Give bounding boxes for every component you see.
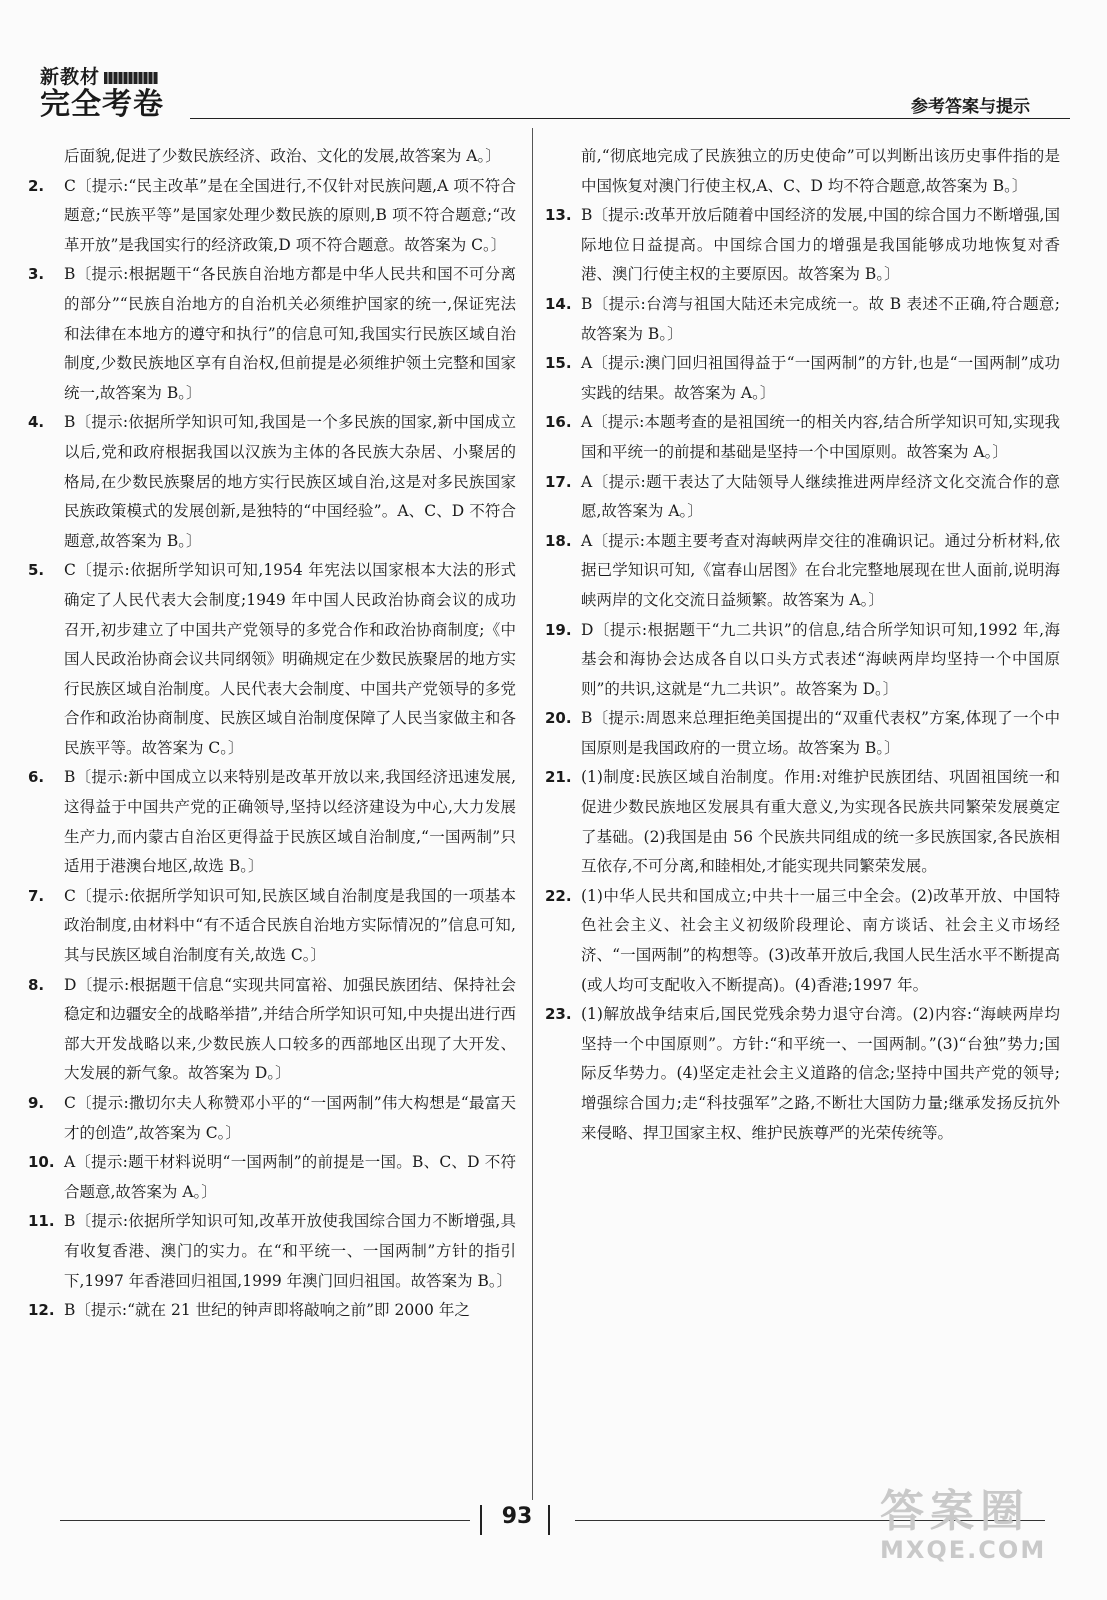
answer-entry — [545, 408, 1060, 467]
answer-text: D〔提示:根据题干“九二共识”的信息,结合所学知识可知,1992 年,海基会和海协会达成各自以口头方式表述“海峡两岸均坚持一个中国原则”的共识,这就是“九二共识”。故答案为 D。〕 — [581, 620, 1060, 698]
answer-number: 19. — [545, 620, 572, 639]
answer-entry — [28, 971, 516, 1089]
answer-number: 21. — [545, 768, 572, 787]
footer-bar-right — [548, 1505, 550, 1535]
answer-number: 16. — [545, 413, 572, 432]
watermark-text: 答案圈 — [880, 1486, 1030, 1537]
logo-main-text: 完全考卷 — [40, 87, 164, 122]
answer-entry — [28, 1148, 516, 1207]
left-column — [28, 142, 516, 1326]
answer-entry — [28, 1207, 516, 1296]
header-rule — [190, 118, 1070, 119]
answer-number: 9. — [28, 1094, 45, 1112]
answer-text: A〔提示:本题考查的是祖国统一的相关内容,结合所学知识可知,实现我国和平统一的前提和基础是坚持一个中国原则。故答案为 A。〕 — [581, 413, 1060, 461]
answer-entry — [28, 1296, 516, 1326]
answer-number: 3. — [28, 265, 45, 284]
answer-entry — [28, 556, 516, 763]
answer-text: B〔提示:改革开放后随着中国经济的发展,中国的综合国力不断增强,国际地位日益提高。中国综合国力的增强是我国能够成功地恢复对香港、澳门行使主权的主要原因。故答案为 B。〕 — [581, 206, 1060, 284]
answer-text: D〔提示:根据题干信息“实现共同富裕、加强民族团结、保持社会稳定和边疆安全的战略举措”,并结合所学知识可知,中央提出进行西部大开发战略以来,少数民族人口较多的西部地区出现了大开发、大发展的新气象。故答案为 D。〕 — [64, 975, 516, 1083]
answer-number: 13. — [545, 206, 572, 225]
watermark-url: MXQE.COM — [880, 1536, 1047, 1564]
answer-number: 6. — [28, 768, 45, 787]
answer-entry — [545, 201, 1060, 290]
answer-entry — [545, 882, 1060, 1000]
answer-number: 14. — [545, 294, 572, 313]
right-column — [545, 142, 1060, 1148]
answer-number: 22. — [545, 886, 572, 905]
logo-stripe-graphic — [104, 72, 158, 84]
answer-entry — [28, 882, 516, 971]
answer-text: C〔提示:“民主改革”是在全国进行,不仅针对民族问题,A 项不符合题意;“民族平等”是国家处理少数民族的原则,B 项不符合题意;“改革开放”是我国实行的经济政策,D 项不符合题意。故答案为 C。〕 — [64, 176, 516, 254]
answer-number: 8. — [28, 975, 45, 994]
answer-text: (1)解放战争结束后,国民党残余势力退守台湾。(2)内容:“海峡两岸均坚持一个中国原则”。方针:“和平统一、一国两制。”(3)“台独”势力;国际反华势力。(4)坚定走社会主义道路的信念;坚持中国共产党的领导;增强综合国力;走“科技强军”之路,不断壮大国防力量;继承发扬反抗外来侵略、捍卫国家主权、维护民族尊严的光荣传统等。 — [581, 1005, 1060, 1142]
section-title: 参考答案与提示 — [911, 97, 1030, 117]
logo-top-text: 新教材 — [40, 66, 101, 88]
answer-text: A〔提示:本题主要考查对海峡两岸交往的准确识记。通过分析材料,依据已学知识可知,《富春山居图》在台北完整地展现在世人面前,说明海峡两岸的文化交流日益频繁。故答案为 A。〕 — [581, 531, 1060, 609]
answer-text: (1)中华人民共和国成立;中共十一届三中全会。(2)改革开放、中国特色社会主义、社会主义初级阶段理论、南方谈话、社会主义市场经济、“一国两制”的构想等。(3)改革开放后,我国人民生活水平不断提高(或人均可支配收入不断提高)。(4)香港;1997 年。 — [581, 886, 1060, 994]
footer-rule-left — [60, 1520, 470, 1521]
answer-text: C〔提示:依据所学知识可知,民族区域自治制度是我国的一项基本政治制度,由材料中“有不适合民族自治地方实际情况的”信息可知,其与民族区域自治制度有关,故选 C。〕 — [64, 886, 516, 965]
answer-entry — [545, 763, 1060, 881]
answer-entry — [28, 172, 516, 261]
answer-entry — [545, 616, 1060, 705]
answer-entry — [545, 1000, 1060, 1148]
answer-number: 20. — [545, 709, 572, 728]
answer-number: 11. — [28, 1212, 55, 1231]
answer-text: B〔提示:台湾与祖国大陆还未完成统一。故 B 表述不正确,符合题意;故答案为 B。〕 — [581, 294, 1060, 343]
answer-number: 4. — [28, 413, 45, 432]
column-divider — [532, 128, 533, 1500]
answer-entry — [545, 468, 1060, 527]
answer-text: A〔提示:题干材料说明“一国两制”的前提是一国。B、C、D 不符合题意,故答案为 A。〕 — [64, 1153, 516, 1201]
answer-number: 5. — [28, 561, 45, 580]
answer-entry — [545, 527, 1060, 616]
answer-text: B〔提示:依据所学知识可知,我国是一个多民族的国家,新中国成立以后,党和政府根据我国以汉族为主体的各民族大杂居、小聚居的格局,在少数民族聚居的地方实行民族区域自治,这是对多民族国家民族政策模式的发展创新,是独特的“中国经验”。A、C、D 不符合题意,故答案为 B。〕 — [64, 413, 516, 550]
answer-text: C〔提示:撒切尔夫人称赞邓小平的“一国两制”伟大构想是“最富天才的创造”,故答案为 C。〕 — [64, 1094, 516, 1142]
answer-entry — [28, 142, 516, 172]
answer-text: 前,“彻底地完成了民族独立的历史使命”可以判断出该历史事件指的是中国恢复对澳门行使主权,A、C、D 均不符合题意,故答案为 B。〕 — [581, 147, 1060, 195]
answer-number: 2. — [28, 176, 45, 195]
answer-number: 10. — [28, 1153, 55, 1172]
answer-number: 17. — [545, 472, 572, 491]
answer-number: 7. — [28, 886, 45, 905]
book-logo — [40, 62, 164, 121]
page-number: 93 — [501, 1504, 533, 1529]
answer-text: A〔提示:题干表达了大陆领导人继续推进两岸经济文化交流合作的意愿,故答案为 A。〕 — [581, 472, 1060, 521]
answer-entry — [28, 763, 516, 881]
answer-entry — [545, 142, 1060, 201]
footer-bar-left — [480, 1505, 482, 1535]
answer-number: 12. — [28, 1301, 55, 1320]
answer-number: 18. — [545, 531, 572, 550]
answer-entry — [28, 408, 516, 556]
answer-number: 23. — [545, 1005, 572, 1024]
answer-text: (1)制度:民族区域自治制度。作用:对维护民族团结、巩固祖国统一和促进少数民族地区发展具有重大意义,为实现各民族共同繁荣发展奠定了基础。(2)我国是由 56 个民族共同组成的统一多民族国家,各民族相互依存,不可分离,和睦相处,才能实现共同繁荣发展。 — [581, 768, 1060, 876]
answer-entry — [545, 290, 1060, 349]
watermark — [880, 1488, 1046, 1564]
answer-text: B〔提示:“就在 21 世纪的钟声即将敲响之前”即 2000 年之 — [64, 1301, 470, 1320]
answer-text: B〔提示:根据题干“各民族自治地方都是中华人民共和国不可分离的部分”“民族自治地方的自治机关必须维护国家的统一,保证宪法和法律在本地方的遵守和执行”的信息可知,我国实行民族区域自治制度,少数民族地区享有自治权,但前提是必须维护领土完整和国家统一,故答案为 B。〕 — [64, 265, 516, 402]
answer-text: B〔提示:依据所学知识可知,改革开放使我国综合国力不断增强,具有收复香港、澳门的实力。在“和平统一、一国两制”方针的指引下,1997 年香港回归祖国,1999 年澳门回归祖国。故答案为 B。〕 — [64, 1212, 516, 1290]
answer-entry — [545, 704, 1060, 763]
answer-text: B〔提示:周恩来总理拒绝美国提出的“双重代表权”方案,体现了一个中国原则是我国政府的一贯立场。故答案为 B。〕 — [581, 709, 1060, 757]
answer-text: B〔提示:新中国成立以来特别是改革开放以来,我国经济迅速发展,这得益于中国共产党的正确领导,坚持以经济建设为中心,大力发展生产力,而内蒙古自治区更得益于民族区域自治制度,“一国两制”只适用于港澳台地区,故选 B。〕 — [64, 768, 516, 876]
answer-number: 15. — [545, 354, 572, 373]
answer-entry — [28, 260, 516, 408]
answer-entry — [545, 349, 1060, 408]
answer-text: A〔提示:澳门回归祖国得益于“一国两制”的方针,也是“一国两制”成功实践的结果。故答案为 A。〕 — [581, 354, 1060, 402]
answer-text: C〔提示:依据所学知识可知,1954 年宪法以国家根本大法的形式确定了人民代表大会制度;1949 年中国人民政治协商会议的成功召开,初步建立了中国共产党领导的多党合作和政治协商制度;《中国人民政治协商会议共同纲领》明确规定在少数民族聚居的地方实行民族区域自治制度。人民代表大会制度、中国共产党领导的多党合作和政治协商制度、民族区域自治制度保障了人民当家做主和各民族平等。故答案为 C。〕 — [64, 561, 516, 757]
answer-text: 后面貌,促进了少数民族经济、政治、文化的发展,故答案为 A。〕 — [64, 147, 501, 165]
answer-entry — [28, 1089, 516, 1148]
page-header — [40, 62, 1070, 122]
